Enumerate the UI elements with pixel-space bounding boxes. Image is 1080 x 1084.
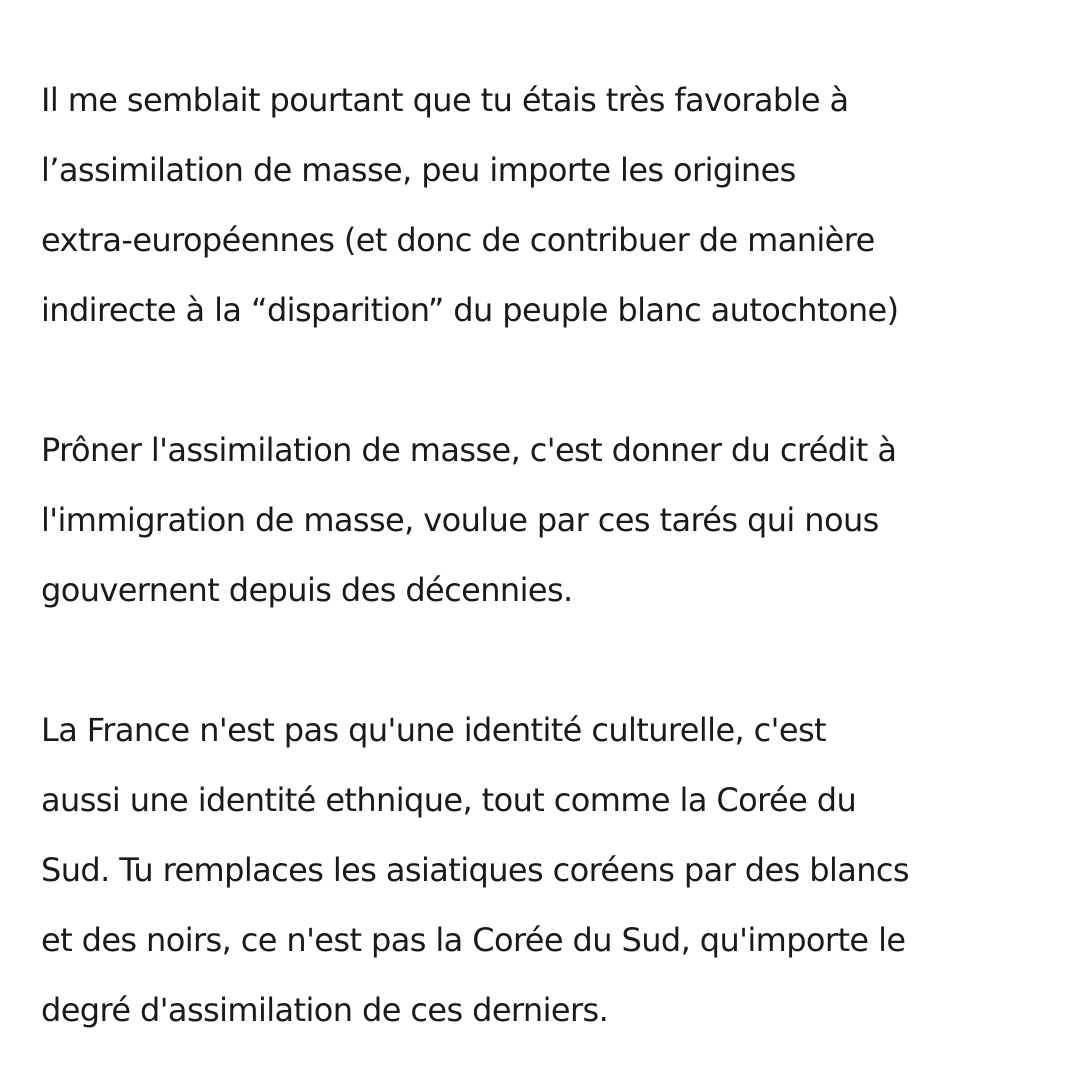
text-line: l’assimilation de masse, peu importe les origines xyxy=(41,151,796,189)
text-line: La France n'est pas qu'une identité culturelle, c'est xyxy=(41,711,826,749)
text-line: extra-européennes (et donc de contribuer de manière xyxy=(41,221,875,259)
text-line: degré d'assimilation de ces derniers. xyxy=(41,991,609,1029)
text-line: Sud. Tu remplaces les asiatiques coréens par des blancs xyxy=(41,851,909,889)
quoted-paragraph xyxy=(41,65,1050,345)
text-line: Prôner l'assimilation de masse, c'est donner du crédit à xyxy=(41,431,897,469)
text-line: aussi une identité ethnique, tout comme la Corée du xyxy=(41,781,857,819)
text-line: Il me semblait pourtant que tu étais très favorable à xyxy=(41,81,849,119)
reply-paragraph-2 xyxy=(41,695,1050,1045)
text-line: gouvernent depuis des décennies. xyxy=(41,571,573,609)
text-line: et des noirs, ce n'est pas la Corée du Sud, qu'importe le xyxy=(41,921,906,959)
reply-paragraph-1 xyxy=(41,415,1050,625)
text-line: indirecte à la “disparition” du peuple blanc autochtone) xyxy=(41,291,899,329)
text-line: l'immigration de masse, voulue par ces tarés qui nous xyxy=(41,501,879,539)
